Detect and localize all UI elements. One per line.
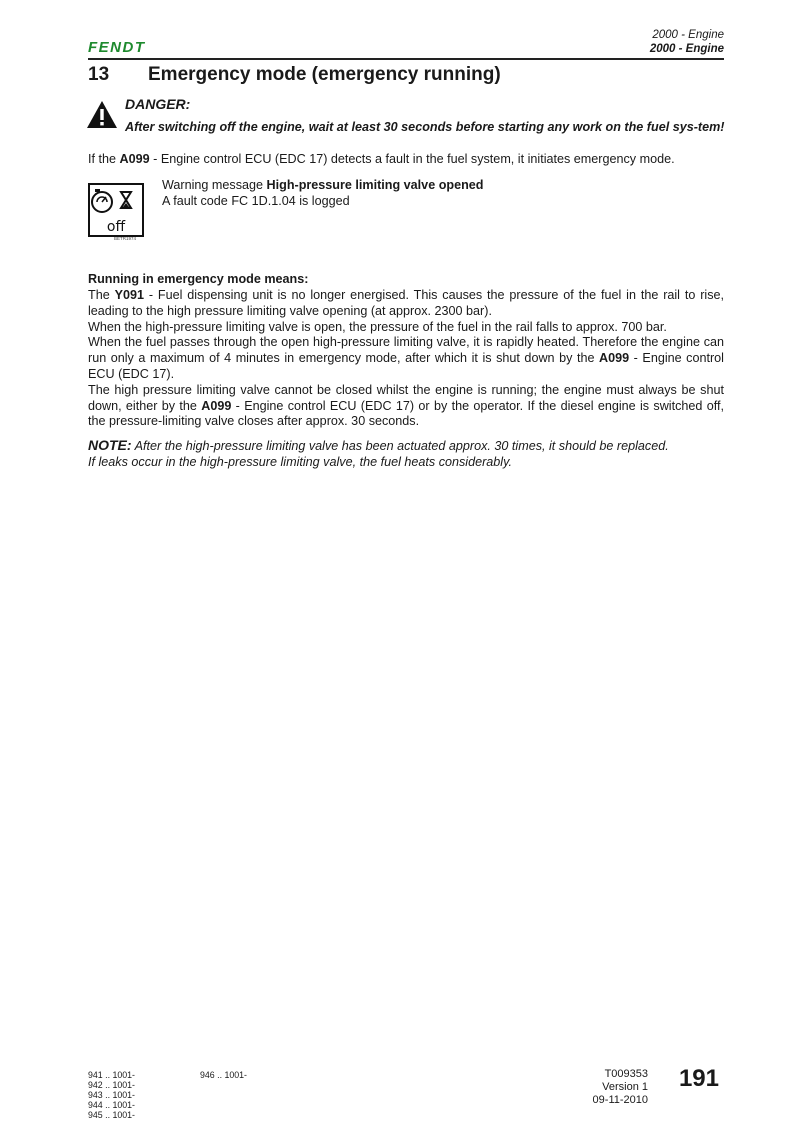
doc-version: Version 1 [602,1081,648,1093]
fault-code-line: A fault code FC 1D.1.04 is logged [162,194,350,208]
p4-pre: The high pressure limiting valve cannot be closed whilst the engine is running; the engine must always be shut down, either by the [88,382,724,413]
model-range: 943 .. 1001- [88,1090,135,1100]
model-range: 946 .. 1001- [200,1070,247,1080]
p1-pre: The [88,288,115,302]
footer-doc-info [593,1068,648,1107]
panel-off-label: off [106,219,126,235]
model-range: 945 .. 1001- [88,1110,135,1120]
doc-date: 09-11-2010 [592,1094,648,1106]
running-paragraph-4 [88,383,724,430]
intro-post: - Engine control ECU (EDC 17) detects a fault in the fuel system, it initiates emergency mode. [149,152,675,166]
section-title: Emergency mode (emergency running) [148,64,501,85]
running-paragraph-3 [88,335,724,382]
header-category: 2000 - Engine [652,29,724,41]
intro-code: A099 [119,152,150,166]
running-paragraph-1 [88,288,724,320]
note-block [88,438,724,471]
engine-warning-panel-icon [88,183,144,237]
running-paragraph-2: When the high-pressure limiting valve is open, the pressure of the fuel in the rail falls to approx. 700 bar. [88,319,667,334]
footer-models-column-2 [200,1070,247,1080]
p3-code: A099 [599,351,630,366]
header-rule [88,58,724,60]
danger-title: DANGER: [125,96,191,112]
running-heading: Running in emergency mode means: [88,272,309,286]
p3-post: - Engine control ECU (EDC 17). [88,351,724,381]
p1-post: - Fuel dispensing unit is no longer energised. This causes the pressure of the fuel in the rail to rise, leading to the high pressure limiting valve opening (at approx. 2300 bar). [88,288,724,318]
header-section: 2000 - Engine [649,43,724,55]
warning-message-line [162,178,483,194]
note-label: NOTE: [88,437,132,453]
fendt-logo [88,39,166,55]
warning-prefix: Warning message [162,178,267,192]
warning-message-name: High-pressure limiting valve opened [266,178,484,192]
p1-code: Y091 [114,288,144,302]
intro-paragraph [88,152,728,168]
model-range: 944 .. 1001- [88,1100,135,1110]
model-range: 941 .. 1001- [88,1070,135,1080]
footer-models-column-1 [88,1070,135,1120]
note-line-1: After the high-pressure limiting valve has been actuated approx. 30 times, it should be replaced. [131,439,669,453]
p4-post: - Engine control ECU (EDC 17) or by the operator. If the diesel engine is switched off, the pressure-limiting valve closes after approx. 30 seconds. [88,398,724,429]
danger-text: After switching off the engine, wait at least 30 seconds before starting any work on the fuel sys-tem! [125,120,725,134]
warning-triangle-icon [86,100,118,129]
note-line-2: If leaks occur in the high-pressure limiting valve, the fuel heats considerably. [88,454,512,469]
figure-reference: BETR1974 [114,236,137,241]
model-range: 942 .. 1001- [88,1080,135,1090]
intro-pre: If the [88,152,120,166]
logo-wordmark: FENDT [88,39,146,55]
page-number: 191 [678,1065,719,1092]
running-body [88,288,724,430]
p4-code: A099 [201,398,232,413]
p3-pre: When the fuel passes through the open high-pressure limiting valve, it is rapidly heated. Therefore the engine can run only a maximum of 4 minutes in emergency mode, after which it is shut down by the [88,335,724,366]
doc-number: T009353 [604,1068,648,1080]
section-number: 13 [88,64,110,85]
